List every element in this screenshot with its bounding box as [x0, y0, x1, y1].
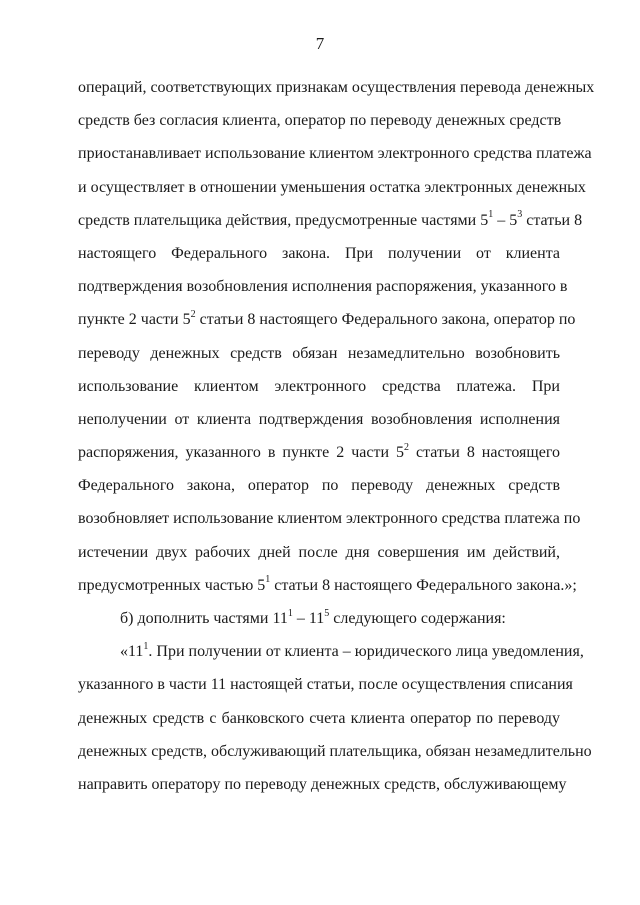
text-line: операций, соответствующих признакам осуществления перевода денежных [78, 79, 595, 96]
text-line: приостанавливает использование клиентом электронного средства платежа [78, 145, 592, 163]
document-body [78, 71, 595, 801]
text-line: денежных средств с банковского счета клиента оператор по переводу [78, 709, 560, 727]
text-run: предусмотренных частью 5 [78, 576, 266, 594]
text-run: распоряжения, указанного в пункте 2 части 5 [78, 444, 404, 462]
text-line [78, 204, 583, 237]
superscript: 2 [404, 441, 409, 453]
text-line: и осуществляет в отношении уменьшения остатка электронных денежных [78, 178, 586, 196]
text-line: истечении двух рабочих дней после дня совершения им действий, [78, 543, 560, 561]
text-run: статьи 8 настоящего Федерального закона.»; [270, 576, 577, 594]
text-line: настоящего Федерального закона. При получении от клиента [78, 244, 560, 262]
text-line: направить оператору по переводу денежных средств, обслуживающему [78, 775, 567, 793]
text-run: – 5 [493, 211, 518, 229]
superscript: 5 [324, 607, 330, 619]
text-line [78, 635, 584, 668]
text-line: возобновляет использование клиентом электронного средства платежа по [78, 510, 581, 528]
page-number: 7 [315, 34, 325, 53]
text-run: статьи 8 настоящего [409, 444, 560, 462]
superscript: 1 [488, 209, 494, 221]
text-run: . При получении от клиента – юридического лица уведомления, [148, 643, 584, 661]
text-run: статьи 8 настоящего Федерального закона, оператор по [195, 311, 576, 329]
text-line: денежных средств, обслуживающий плательщика, обязан незамедлительно [78, 742, 592, 760]
text-line: Федерального закона, оператор по переводу денежных средств [78, 477, 560, 495]
superscript: 1 [287, 607, 293, 619]
text-line [78, 436, 560, 469]
text-run: следующего содержания: [329, 610, 506, 627]
text-run: статьи 8 [522, 211, 583, 229]
text-line [78, 569, 577, 602]
text-run: средств плательщика действия, предусмотренные частями 5 [78, 211, 489, 229]
text-line: подтверждения возобновления исполнения распоряжения, указанного в [78, 278, 568, 296]
text-run: «11 [120, 643, 144, 661]
superscript: 1 [265, 574, 271, 586]
text-run: – 11 [292, 610, 325, 627]
superscript: 3 [517, 209, 523, 221]
text-line: указанного в части 11 настоящей статьи, после осуществления списания [78, 676, 573, 694]
text-line: переводу денежных средств обязан незамедлительно возобновить [78, 344, 560, 362]
text-line: средств без согласия клиента, оператор по переводу денежных средств [78, 112, 562, 130]
superscript: 1 [143, 640, 149, 652]
text-line: использование клиентом электронного средства платежа. При [78, 377, 560, 395]
text-run: б) дополнить частями 11 [120, 610, 288, 627]
superscript: 2 [190, 308, 196, 320]
text-line [78, 303, 576, 336]
text-line [78, 602, 560, 635]
text-run: пункте 2 части 5 [78, 311, 191, 329]
text-line: неполучении от клиента подтверждения возобновления исполнения [78, 410, 560, 428]
